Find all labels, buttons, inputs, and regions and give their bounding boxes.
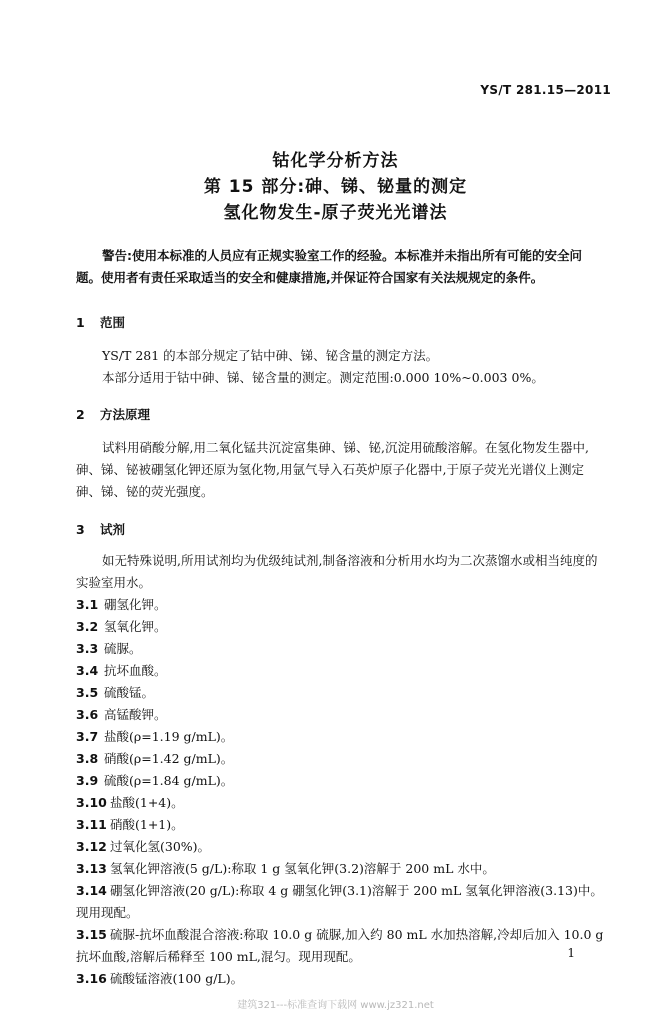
reagent-text: 硫脲-抗坏血酸混合溶液:称取 10.0 g 硫脲,加入约 80 mL 水加热溶解,冷却后加入 10.0 g 抗坏血酸,溶解后稀释至 100 mL,混匀。现用现配。 (76, 927, 604, 964)
reagent-number: 3.15 (76, 927, 107, 942)
reagent-item (76, 814, 604, 836)
reagent-number: 3.5 (76, 685, 99, 700)
reagent-item (76, 968, 604, 990)
reagent-text: 高锰酸钾。 (104, 707, 167, 722)
safety-warning: 警告:使用本标准的人员应有正规实验室工作的经验。本标准并未指出所有可能的安全问题。使用者有责任采取适当的安全和健康措施,并保证符合国家有关法规规定的条件。 (76, 248, 583, 285)
reagent-number: 3.12 (76, 839, 107, 854)
section-heading-principle (76, 405, 150, 423)
reagent-number: 3.16 (76, 971, 107, 986)
reagent-text: 氢氧化钾。 (104, 619, 167, 634)
section-title: 试剂 (100, 522, 126, 537)
reagent-text: 硼氢化钾溶液(20 g/L):称取 4 g 硼氢化钾(3.1)溶解于 200 mL 氢氧化钾溶液(3.13)中。现用现配。 (76, 883, 603, 920)
section-title: 方法原理 (100, 407, 151, 422)
reagent-number: 3.14 (76, 883, 107, 898)
page-number: 1 (567, 946, 575, 960)
section-number: 2 (76, 407, 85, 422)
watermark-text: 建筑321---标准查询下载网 www.jz321.net (237, 1000, 434, 1011)
title-line-2: 第 15 部分:砷、锑、铋量的测定 (203, 177, 468, 197)
reagent-text: 硝酸(ρ=1.42 g/mL)。 (104, 751, 234, 766)
reagent-list (76, 594, 604, 990)
scope-paragraph-1: YS/T 281 的本部分规定了钴中砷、锑、铋含量的测定方法。 (102, 348, 439, 363)
title-line-1: 钴化学分析方法 (272, 151, 399, 171)
reagent-number: 3.10 (76, 795, 107, 810)
section-heading-scope (76, 313, 125, 331)
standard-code: YS/T 281.15—2011 (480, 83, 611, 97)
reagent-item (76, 836, 604, 858)
reagent-number: 3.13 (76, 861, 107, 876)
reagent-number: 3.9 (76, 773, 99, 788)
reagent-item (76, 704, 604, 726)
reagent-number: 3.8 (76, 751, 99, 766)
reagent-item (76, 880, 604, 924)
reagent-item (76, 638, 604, 660)
reagent-text: 抗坏血酸。 (104, 663, 167, 678)
reagent-item (76, 594, 604, 616)
reagent-text: 硝酸(1+1)。 (110, 817, 184, 832)
section-title: 范围 (100, 315, 126, 330)
title-line-3: 氢化物发生-原子荧光光谱法 (223, 203, 448, 223)
reagent-item (76, 792, 604, 814)
reagent-text: 过氧化氢(30%)。 (110, 839, 211, 854)
reagent-number: 3.2 (76, 619, 99, 634)
reagent-text: 盐酸(1+4)。 (110, 795, 184, 810)
reagent-text: 硫脲。 (104, 641, 142, 656)
title-block (0, 148, 671, 226)
reagent-item (76, 858, 604, 880)
reagent-item (76, 660, 604, 682)
reagent-number: 3.4 (76, 663, 99, 678)
reagent-number: 3.11 (76, 817, 107, 832)
reagent-text: 硫酸锰。 (104, 685, 155, 700)
reagent-number: 3.1 (76, 597, 99, 612)
section-number: 3 (76, 522, 85, 537)
reagent-text: 硫酸(ρ=1.84 g/mL)。 (104, 773, 234, 788)
scope-paragraph-2: 本部分适用于钴中砷、锑、铋含量的测定。测定范围:0.000 10%~0.003 0%。 (102, 370, 544, 385)
section-number: 1 (76, 315, 85, 330)
reagent-number: 3.6 (76, 707, 99, 722)
reagent-item (76, 770, 604, 792)
reagent-item (76, 924, 604, 968)
reagent-item (76, 726, 604, 748)
reagent-text: 硫酸锰溶液(100 g/L)。 (110, 971, 244, 986)
reagent-item (76, 616, 604, 638)
reagent-text: 氢氧化钾溶液(5 g/L):称取 1 g 氢氧化钾(3.2)溶解于 200 mL 水中。 (110, 861, 495, 876)
reagent-text: 硼氢化钾。 (104, 597, 167, 612)
reagent-item (76, 748, 604, 770)
reagent-text: 盐酸(ρ=1.19 g/mL)。 (104, 729, 234, 744)
reagent-number: 3.3 (76, 641, 99, 656)
principle-paragraph: 试料用硝酸分解,用二氧化锰共沉淀富集砷、锑、铋,沉淀用硫酸溶解。在氢化物发生器中,砷、锑、铋被硼氢化钾还原为氢化物,用氩气导入石英炉原子化器中,于原子荧光光谱仪上测定砷、锑、铋的荧光强度。 (76, 440, 589, 499)
reagent-item (76, 682, 604, 704)
reagents-intro: 如无特殊说明,所用试剂均为优级纯试剂,制备溶液和分析用水均为二次蒸馏水或相当纯度的实验室用水。 (76, 553, 598, 590)
reagent-number: 3.7 (76, 729, 99, 744)
section-heading-reagents (76, 520, 125, 538)
